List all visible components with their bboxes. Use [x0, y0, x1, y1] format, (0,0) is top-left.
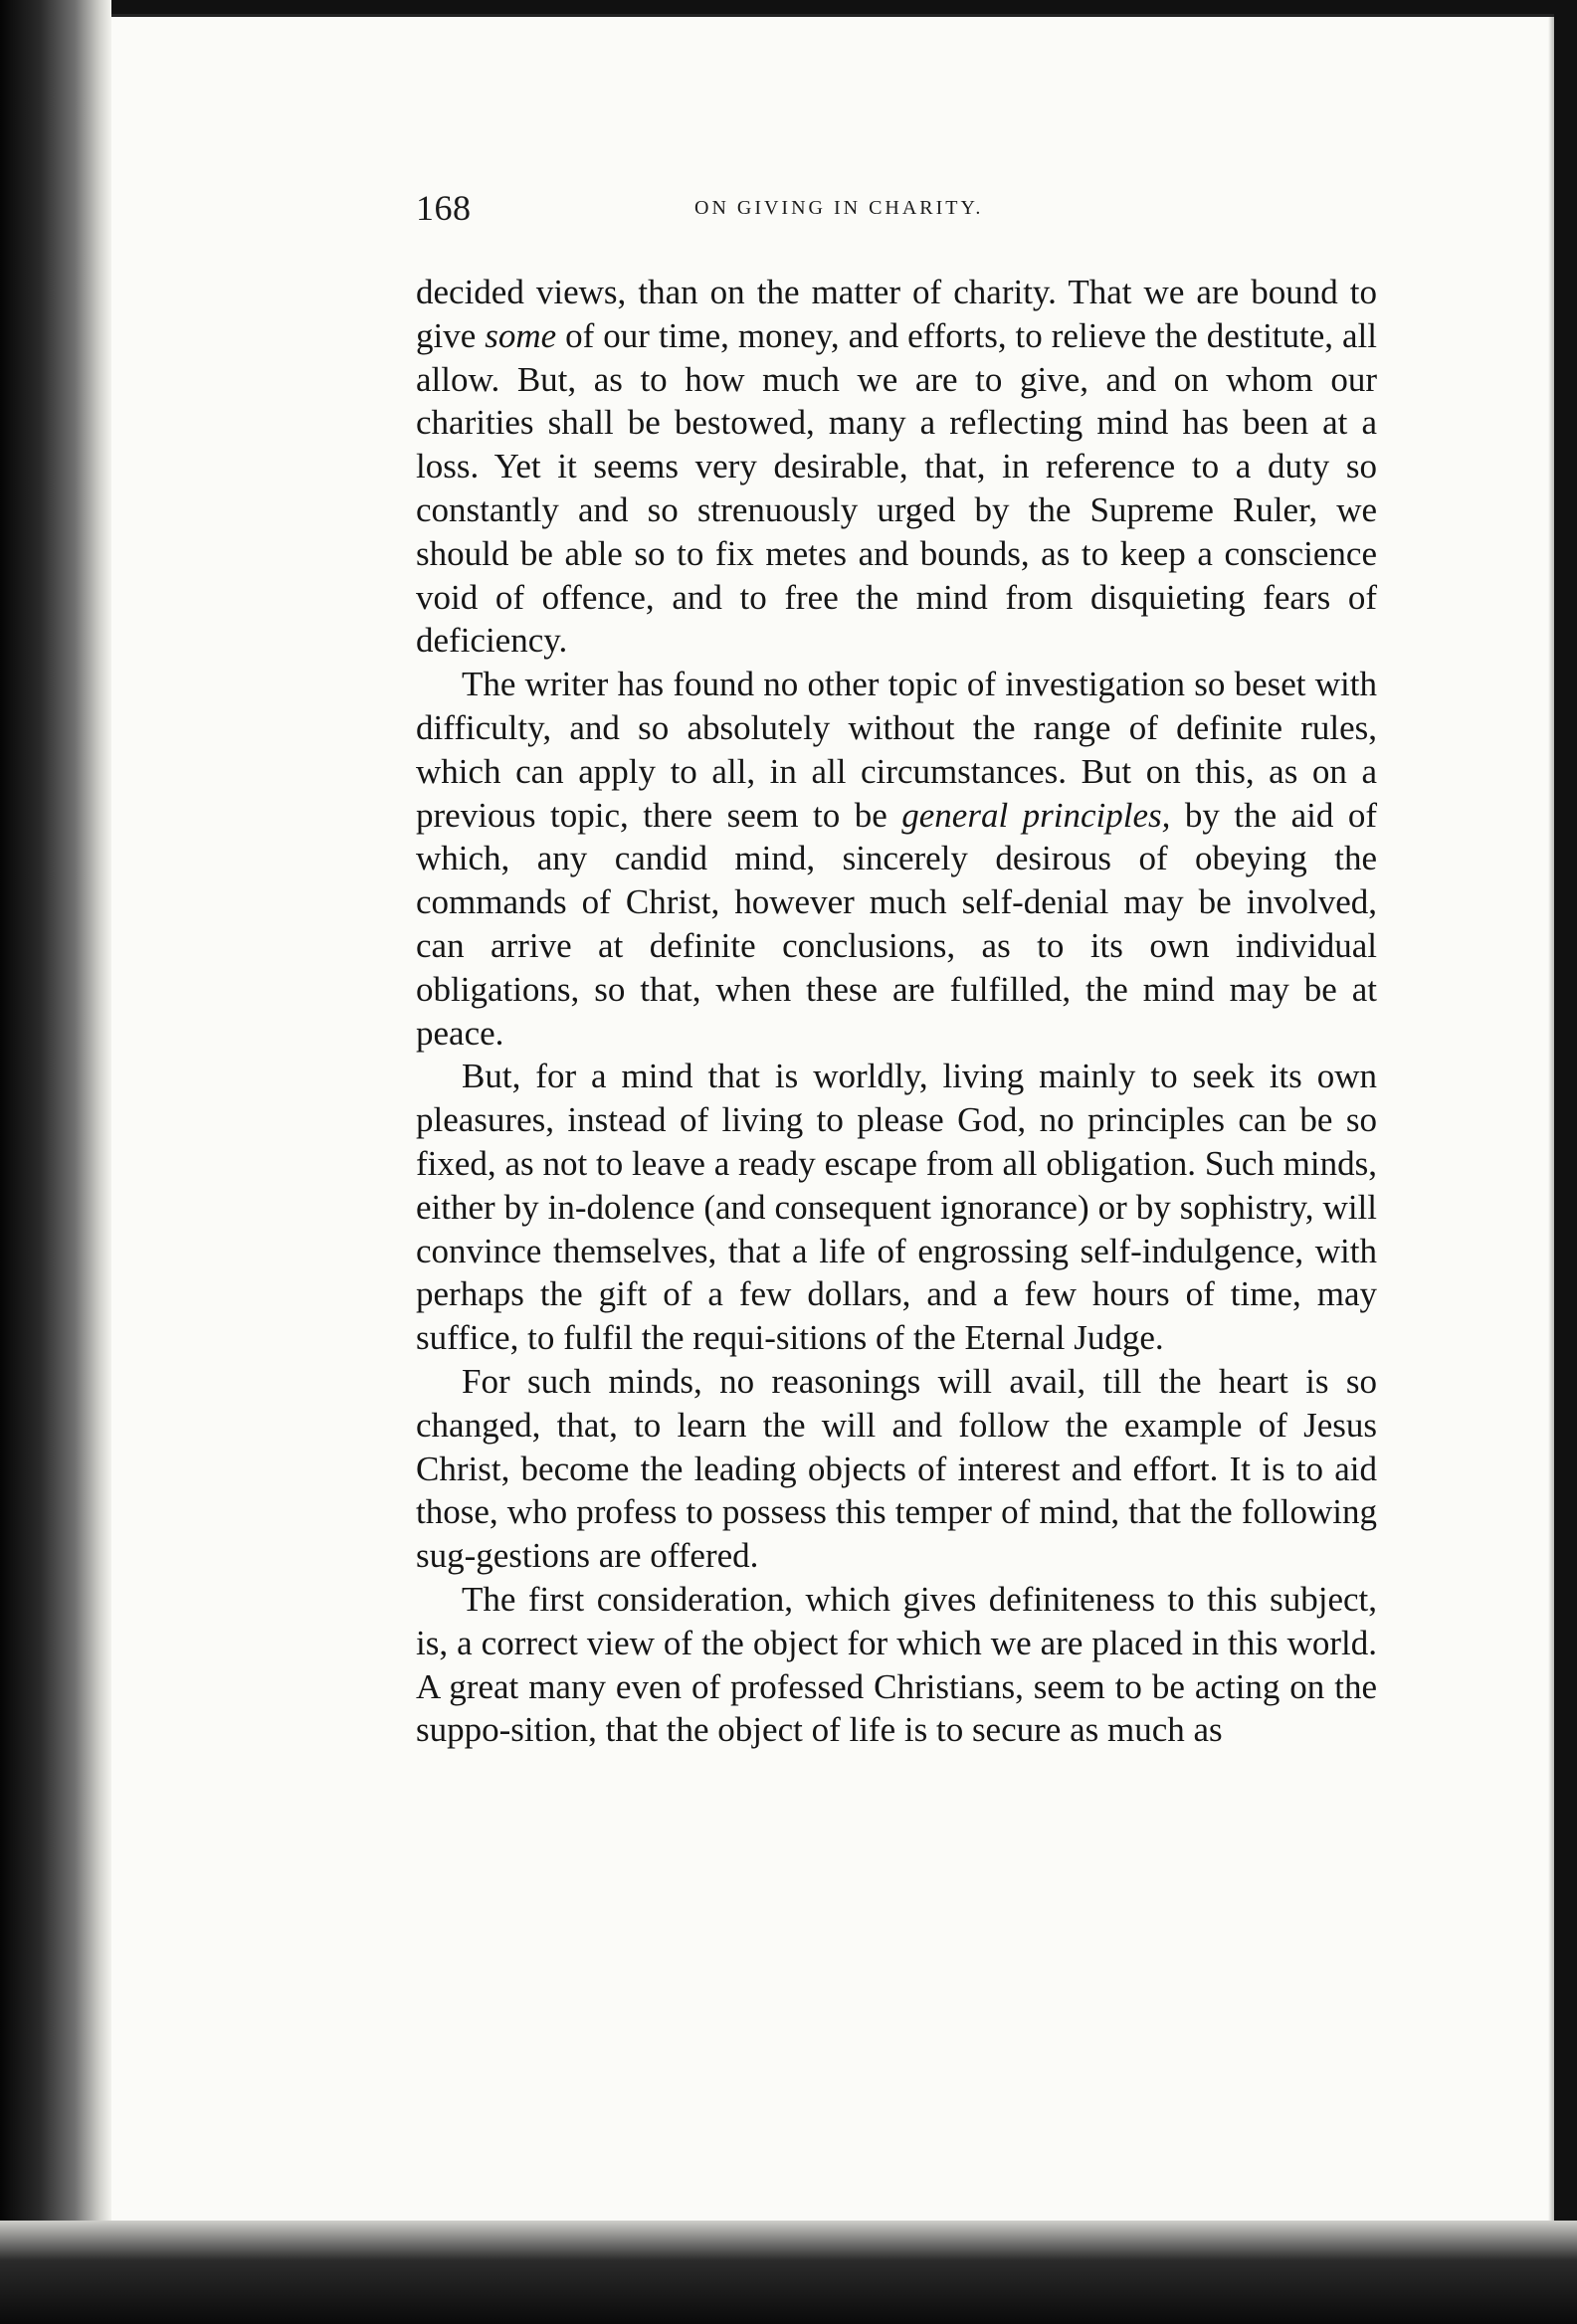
paragraph-text: by the aid of which, any candid mind, sincerely desirous of obeying the commands of Christ, however much self-denial may be involved, can arrive at definite conclusions, as to its own individual obligations, so that, when these are fulfilled, the mind may be at peace. [416, 795, 1377, 1053]
running-head-title: ON GIVING IN CHARITY. [694, 197, 984, 219]
emphasis-text: some [485, 315, 557, 355]
emphasis-text: general principles, [901, 795, 1171, 835]
paragraph: But, for a mind that is worldly, living mainly to seek its own pleasures, instead of living to please God, no principles can be so fixed, as not to leave a ready escape from all obligation. Such minds, either by in-dolence (and consequent ignorance) or by sophistry, will convince themselves, that a life of engrossing self-indulgence, with perhaps the gift of a few dollars, and a few hours of time, may suffice, to fulfil the requi-sitions of the Eternal Judge. [416, 1057, 1377, 1358]
paragraph [416, 663, 1377, 1055]
paragraph-text: of our time, money, and efforts, to relieve the destitute, all allow. But, as to how much we are to give, and on whom our charities shall be bestowed, many a reflecting mind has been at a loss. Yet it seems very desirable, that, in reference to a duty so constantly and so strenuously urged by the Supreme Ruler, we should be able so to fix metes and bounds, as to keep a conscience void of offence, and to free the mind from disquieting fears of deficiency. [416, 315, 1377, 661]
paragraph-text: The writer has found no other topic of investigation so beset with difficulty, and so absolutely without the range of definite rules, which can apply to all, in all circumstances. But on this, as on a previous topic, there seem to be [416, 665, 1377, 835]
bottom-edge-shadow [0, 2221, 1577, 2324]
page-number: 168 [416, 188, 472, 228]
paragraph-text: decided views, than on the matter of charity. That we are bound to give [416, 273, 1377, 355]
binding-shadow [0, 0, 111, 2324]
paragraph: For such minds, no reasonings will avail, till the heart is so changed, that, to learn the will and follow the example of Jesus Christ, become the leading objects of interest and effort. It is to aid those, who profess to possess this temper of mind, that the following sug-gestions are offered. [416, 1361, 1377, 1576]
paragraph: The first consideration, which gives definiteness to this subject, is, a correct view of the object for which we are placed in this world. A great many even of professed Christians, seem to be acting on the suppo-sition, that the object of life is to secure as much as [416, 1579, 1377, 1750]
body-text [416, 271, 1377, 1752]
paragraph-continued [416, 271, 1377, 663]
running-head [416, 187, 1383, 237]
